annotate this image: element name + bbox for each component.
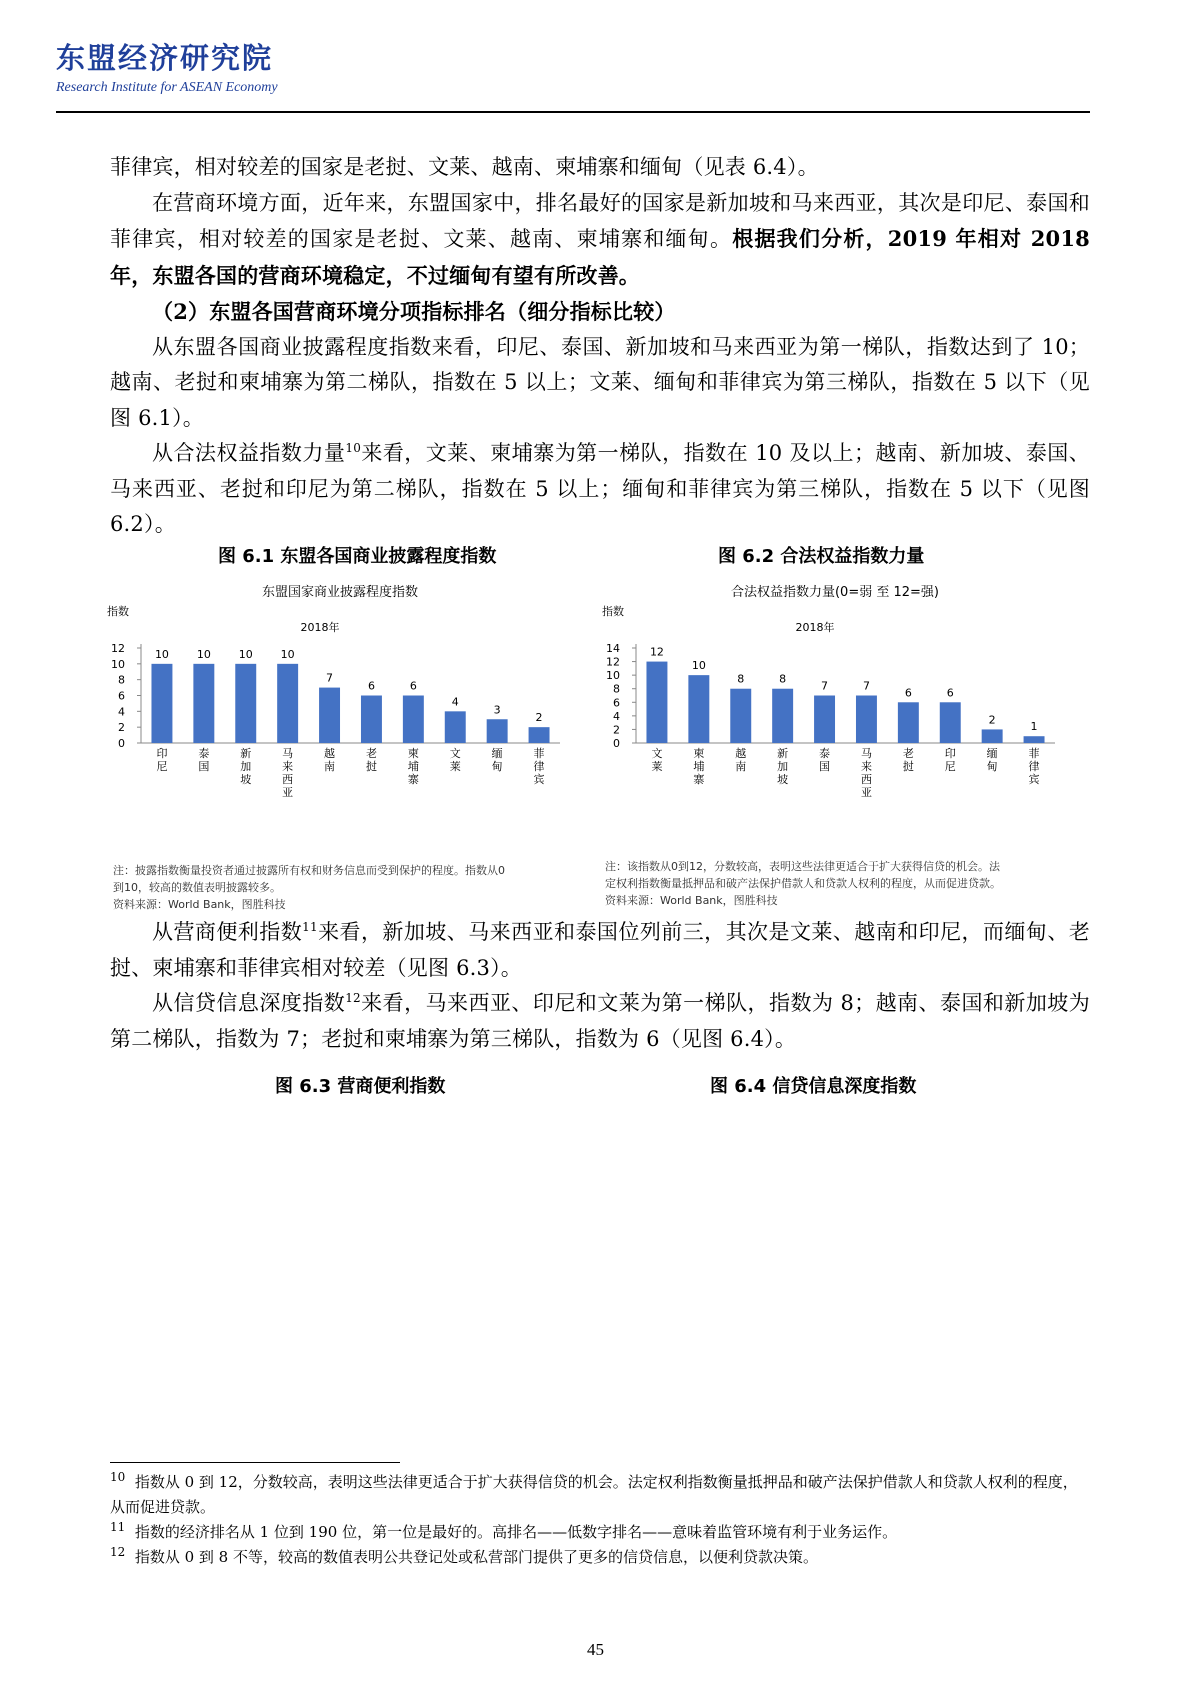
- bar-value-label: 10: [154, 647, 169, 661]
- footnotes: [110, 1470, 1090, 1570]
- chart-title: 东盟国家商业披露程度指数: [261, 585, 419, 600]
- figure-6-2-note: [605, 858, 1075, 909]
- bar-value-label: 6: [946, 686, 954, 700]
- paragraph-2-normal: 在营商环境方面，近年来，东盟国家中，排名最好的国家是新加坡和马来西亚，其次是印尼、泰国和菲律宾，相对较差的国家是老挝、文莱、越南、柬埔寨和缅甸。: [110, 190, 1090, 251]
- figure-6-2-title: 图 6.2 合法权益指数力量: [718, 546, 925, 567]
- institute-logo-title: 东盟经济研究院: [56, 41, 274, 75]
- x-tick-label-char: 甸: [491, 760, 503, 773]
- x-tick-label-char: 来: [860, 760, 872, 773]
- x-tick-label-char: 莱: [449, 760, 461, 773]
- y-tick-label: 14: [606, 642, 620, 655]
- x-tick-label-char: 马: [860, 747, 872, 760]
- bar: [193, 664, 214, 743]
- x-tick-label-char: 文: [651, 747, 663, 760]
- x-tick-label-char: 泰: [198, 747, 210, 760]
- x-tick-label-char: 印: [156, 747, 168, 760]
- bar: [235, 664, 256, 743]
- figure-6-2-source: 资料来源：World Bank，图胜科技: [605, 894, 778, 907]
- bar-value-label: 6: [367, 679, 375, 693]
- x-tick-label-char: 柬: [407, 747, 419, 760]
- x-tick-label-char: 尼: [156, 760, 168, 773]
- bar-value-label: 10: [238, 647, 253, 661]
- paragraph-1: 菲律宾，相对较差的国家是老挝、文莱、越南、柬埔寨和缅甸（见表 6.4）。: [110, 155, 819, 179]
- x-tick-label-char: 亚: [860, 786, 872, 799]
- x-tick-label-char: 老: [902, 747, 914, 760]
- paragraph-5-part-a: 从营商便利指数: [152, 920, 303, 944]
- footnote-11: [110, 1520, 1090, 1545]
- footnote-11-text: 指数的经济排名从 1 位到 190 位，第一位是最好的。高排名——低数字排名——意味着监管环境有利于业务运作。: [134, 1523, 898, 1541]
- x-tick-label-char: 菲: [533, 747, 545, 760]
- bar: [487, 719, 508, 743]
- footnote-12-text: 指数从 0 到 8 不等，较高的数值表明公共登记处或私营部门提供了更多的信贷信息，以便利贷款决策。: [134, 1548, 818, 1566]
- y-tick-label: 2: [118, 721, 125, 735]
- paragraph-6-part-b: 来看，马来西亚、印尼和文莱为第一梯队，指数为 8；越南、泰国和新加坡为第二梯队，指数为 7；老挝和柬埔寨为第三梯队，指数为 6（见图 6.4）。: [110, 991, 1090, 1051]
- figure-6-1-note: [113, 862, 573, 913]
- figure-6-2-note-line2: 定权利指数衡量抵押品和破产法保护借款人和贷款人权利的程度，从而促进贷款。: [605, 877, 1001, 890]
- x-tick-label-char: 越: [735, 747, 747, 760]
- footnote-12-number: 12: [110, 1545, 126, 1559]
- x-tick-label-char: 坡: [240, 773, 252, 786]
- footnote-divider: [110, 1462, 400, 1463]
- chart-subtitle: 2018年: [795, 621, 835, 634]
- paragraph-2: [110, 186, 1090, 295]
- paragraph-5-part-b: 来看，新加坡、马来西亚和泰国位列前三，其次是文莱、越南和印尼，而缅甸、老挝、柬埔寨和菲律宾相对较差（见图 6.3）。: [110, 920, 1090, 980]
- y-tick-label: 12: [111, 642, 125, 655]
- paragraph-3: 从东盟各国商业披露程度指数来看，印尼、泰国、新加坡和马来西亚为第一梯队，指数达到了 10；越南、老挝和柬埔寨为第二梯队，指数在 5 以上；文莱、缅甸和菲律宾为第三梯队，指数在 5 以下（见图 6.1）。: [110, 334, 1090, 430]
- x-tick-label-char: 挝: [902, 760, 914, 773]
- x-tick-label-char: 甸: [986, 760, 998, 773]
- y-tick-label: 8: [118, 673, 125, 687]
- chart-ylabel: 指数: [107, 605, 129, 618]
- bar: [529, 727, 550, 743]
- x-tick-label-char: 寨: [407, 773, 419, 786]
- header-divider: [56, 111, 1090, 113]
- bar-value-label: 7: [326, 671, 334, 685]
- y-tick-label: 4: [613, 709, 620, 723]
- paragraph-2-bold: 根据我们分析，2019 年相对 2018 年，东盟各国的营商环境稳定，不过缅甸有望有所改善。: [110, 226, 1090, 288]
- bar-value-label: 3: [493, 703, 501, 717]
- bar: [688, 675, 709, 743]
- x-tick-label-char: 西: [282, 773, 294, 786]
- x-tick-label-char: 加: [240, 760, 252, 773]
- y-tick-label: 0: [118, 737, 125, 750]
- x-tick-label-char: 柬: [693, 747, 705, 760]
- bar-value-label: 1: [1030, 720, 1038, 734]
- x-tick-label-char: 新: [777, 747, 789, 760]
- bar: [982, 729, 1003, 743]
- x-tick-label-char: 加: [777, 760, 789, 773]
- figure-6-1-title: 图 6.1 东盟各国商业披露程度指数: [218, 546, 497, 567]
- bar: [361, 696, 382, 744]
- bar: [319, 688, 340, 743]
- y-tick-label: 12: [606, 655, 620, 669]
- y-tick-label: 6: [613, 696, 620, 710]
- x-tick-label-char: 马: [282, 747, 294, 760]
- figure-6-3-title: 图 6.3 营商便利指数: [275, 1076, 446, 1097]
- y-tick-label: 8: [613, 682, 620, 696]
- x-tick-label-char: 挝: [365, 760, 377, 773]
- y-tick-label: 6: [118, 689, 125, 703]
- x-tick-label-char: 泰: [819, 747, 831, 760]
- bar-value-label: 8: [737, 672, 745, 686]
- footnote-10: [110, 1470, 1090, 1520]
- bar: [814, 696, 835, 744]
- body-text-top: [110, 150, 1090, 543]
- bar: [403, 696, 424, 744]
- bar: [898, 702, 919, 743]
- x-tick-label-char: 埔: [693, 760, 705, 773]
- bar: [646, 662, 667, 743]
- bar-value-label: 4: [451, 695, 459, 709]
- bar: [151, 664, 172, 743]
- x-tick-label-char: 缅: [491, 747, 503, 760]
- bar-value-label: 6: [409, 679, 417, 693]
- x-tick-label-char: 律: [533, 760, 545, 773]
- figure-6-1-note-line2: 到10，较高的数值表明披露较多。: [113, 881, 281, 894]
- bar: [445, 711, 466, 743]
- x-tick-label-char: 宾: [533, 773, 545, 786]
- y-tick-label: 4: [118, 705, 125, 719]
- x-tick-label-char: 菲: [1028, 747, 1040, 760]
- x-tick-label-char: 印: [944, 747, 956, 760]
- bar-value-label: 10: [196, 647, 211, 661]
- x-tick-label-char: 文: [449, 747, 461, 760]
- y-tick-label: 10: [111, 657, 125, 671]
- x-tick-label-char: 律: [1028, 760, 1040, 773]
- x-tick-label-char: 宾: [1028, 773, 1040, 786]
- paragraph-6: [110, 986, 1090, 1057]
- x-tick-label-char: 南: [324, 760, 336, 773]
- chart-subtitle: 2018年: [300, 621, 340, 634]
- footnote-11-number: 11: [110, 1520, 126, 1534]
- y-tick-label: 0: [613, 737, 620, 750]
- bar: [940, 702, 961, 743]
- x-tick-label-char: 亚: [282, 786, 294, 799]
- y-tick-label: 10: [606, 669, 620, 683]
- page-number: 45: [587, 1640, 604, 1659]
- y-tick-label: 2: [613, 723, 620, 737]
- x-tick-label-char: 寨: [693, 773, 705, 786]
- bar-value-label: 8: [779, 672, 787, 686]
- chart-title: 合法权益指数力量(0=弱 至 12=强): [730, 585, 940, 600]
- bar-value-label: 10: [280, 647, 295, 661]
- bar-value-label: 10: [691, 659, 706, 673]
- chart-business-disclosure-index: [105, 578, 575, 858]
- x-tick-label-char: 国: [819, 760, 831, 773]
- x-tick-label-char: 尼: [944, 760, 956, 773]
- footnote-ref-11[interactable]: 11: [302, 920, 318, 934]
- body-text-bottom: [110, 915, 1090, 1057]
- footnote-12: [110, 1545, 1090, 1570]
- figure-6-4-title: 图 6.4 信贷信息深度指数: [710, 1076, 917, 1097]
- paragraph-4: [110, 436, 1090, 543]
- paragraph-4-part-b: 来看，文莱、柬埔寨为第一梯队，指数在 10 及以上；越南、新加坡、泰国、马来西亚、老挝和印尼为第二梯队，指数在 5 以上；缅甸和菲律宾为第三梯队，指数在 5 以下（见图 6.2）。: [110, 441, 1090, 536]
- footnote-10-text: 指数从 0 到 12，分数较高，表明这些法律更适合于扩大获得信贷的机会。法定权利指数衡量抵押品和破产法保护借款人和贷款人权利的程度，从而促进贷款。: [110, 1473, 1078, 1516]
- x-tick-label-char: 坡: [777, 773, 789, 786]
- bar-value-label: 12: [649, 645, 664, 659]
- bar: [730, 689, 751, 743]
- bar-value-label: 2: [535, 711, 543, 725]
- bar: [1024, 736, 1045, 743]
- institute-subtitle: Research Institute for ASEAN Economy: [56, 80, 278, 95]
- section-subheading: （2）东盟各国营商环境分项指标排名（细分指标比较）: [152, 299, 676, 324]
- bar-value-label: 7: [862, 679, 870, 693]
- x-tick-label-char: 埔: [407, 760, 419, 773]
- chart-ylabel: 指数: [602, 605, 624, 618]
- x-tick-label-char: 国: [198, 760, 210, 773]
- figure-6-2-note-line1: 注：该指数从0到12，分数较高，表明这些法律更适合于扩大获得信贷的机会。法: [605, 860, 1000, 873]
- footnote-ref-12[interactable]: 12: [345, 991, 361, 1005]
- bar-value-label: 6: [904, 686, 912, 700]
- paragraph-4-part-a: 从合法权益指数力量: [152, 441, 346, 465]
- bar-value-label: 7: [821, 679, 829, 693]
- x-tick-label-char: 西: [860, 773, 872, 786]
- x-tick-label-char: 新: [240, 747, 252, 760]
- x-tick-label-char: 越: [324, 747, 336, 760]
- bar-value-label: 2: [988, 713, 996, 727]
- paragraph-5: [110, 915, 1090, 986]
- x-tick-label-char: 来: [282, 760, 294, 773]
- figure-6-1-note-line1: 注：披露指数衡量投资者通过披露所有权和财务信息而受到保护的程度。指数从0: [113, 864, 505, 877]
- figure-6-1-source: 资料来源：World Bank，图胜科技: [113, 898, 286, 911]
- bar: [277, 664, 298, 743]
- bar: [772, 689, 793, 743]
- chart-legal-rights-index: [600, 578, 1070, 858]
- x-tick-label-char: 缅: [986, 747, 998, 760]
- paragraph-6-part-a: 从信贷信息深度指数: [152, 991, 346, 1015]
- bar: [856, 696, 877, 744]
- x-tick-label-char: 莱: [651, 760, 663, 773]
- footnote-10-number: 10: [110, 1470, 126, 1484]
- x-tick-label-char: 南: [735, 760, 747, 773]
- x-tick-label-char: 老: [365, 747, 377, 760]
- footnote-ref-10[interactable]: 10: [345, 441, 362, 455]
